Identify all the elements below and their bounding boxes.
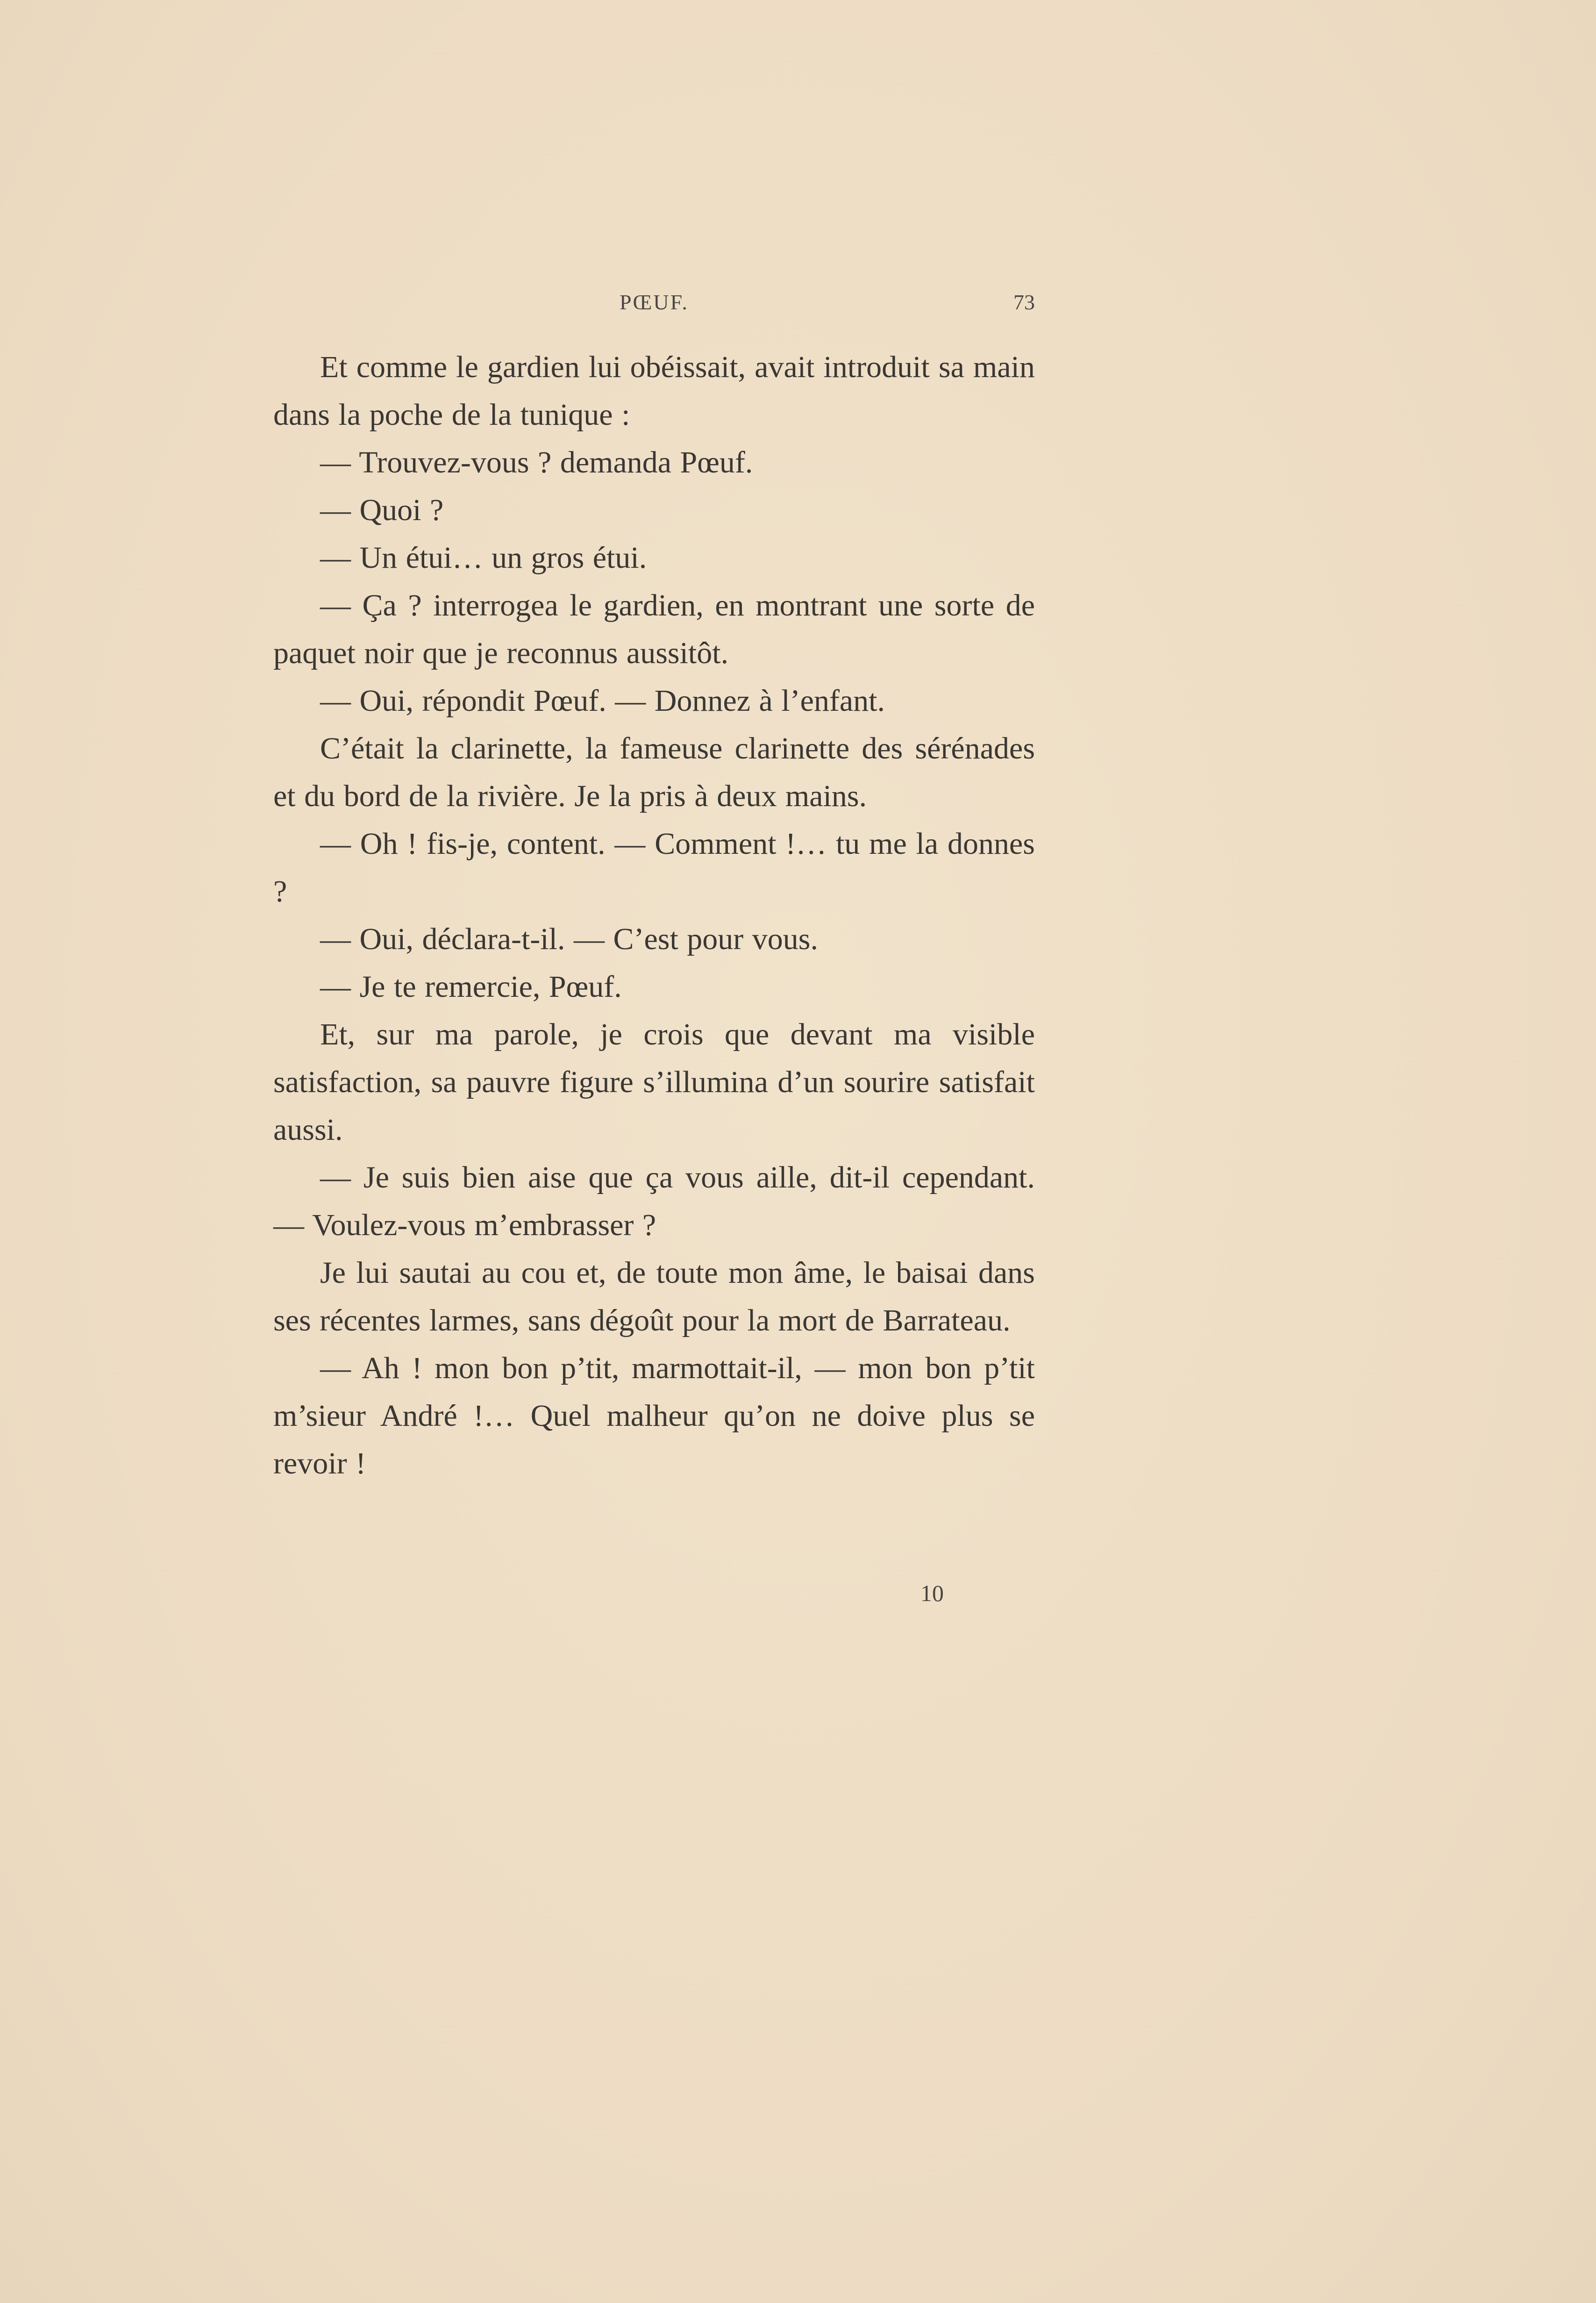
body-text	[273, 343, 1035, 1488]
paragraph: — Je te remercie, Pœuf.	[320, 970, 622, 1004]
signature-mark: 10	[920, 1580, 944, 1606]
paragraph: C’était la clarinette, la fameuse clarinette des sérénades et du bord de la rivière. Je la pris à deux mains.	[273, 731, 1035, 813]
paragraph: — Je suis bien aise que ça vous aille, dit-il cependant. — Voulez-vous m’embrasser ?	[273, 1160, 1035, 1242]
running-title: PŒUF.	[619, 290, 689, 314]
paragraph: — Oui, déclara-t-il. — C’est pour vous.	[320, 922, 818, 956]
paragraph: — Ça ? interrogea le gardien, en montrant une sorte de paquet noir que je reconnus aussitôt.	[273, 588, 1035, 670]
paragraph: Je lui sautai au cou et, de toute mon âme, le baisai dans ses récentes larmes, sans dégoût pour la mort de Barrateau.	[273, 1256, 1035, 1337]
paragraph: — Oh ! fis-je, content. — Comment !… tu me la donnes ?	[273, 827, 1035, 908]
paragraph: — Un étui… un gros étui.	[320, 541, 647, 575]
running-head	[273, 290, 1035, 327]
paragraph: — Oui, répondit Pœuf. — Donnez à l’enfant.	[320, 684, 885, 718]
page-number: 73	[1013, 290, 1035, 314]
paragraph: Et, sur ma parole, je crois que devant ma visible satisfaction, sa pauvre figure s’illumina d’un sourire satisfait aussi.	[273, 1017, 1035, 1147]
paragraph: — Trouvez-vous ? demanda Pœuf.	[320, 445, 753, 479]
paragraph: — Quoi ?	[320, 493, 444, 527]
paragraph: Et comme le gardien lui obéissait, avait introduit sa main dans la poche de la tunique :	[273, 350, 1035, 432]
paragraph: — Ah ! mon bon p’tit, marmottait-il, — mon bon p’tit m’sieur André !… Quel malheur qu’on ne doive plus se revoir !	[273, 1351, 1035, 1480]
